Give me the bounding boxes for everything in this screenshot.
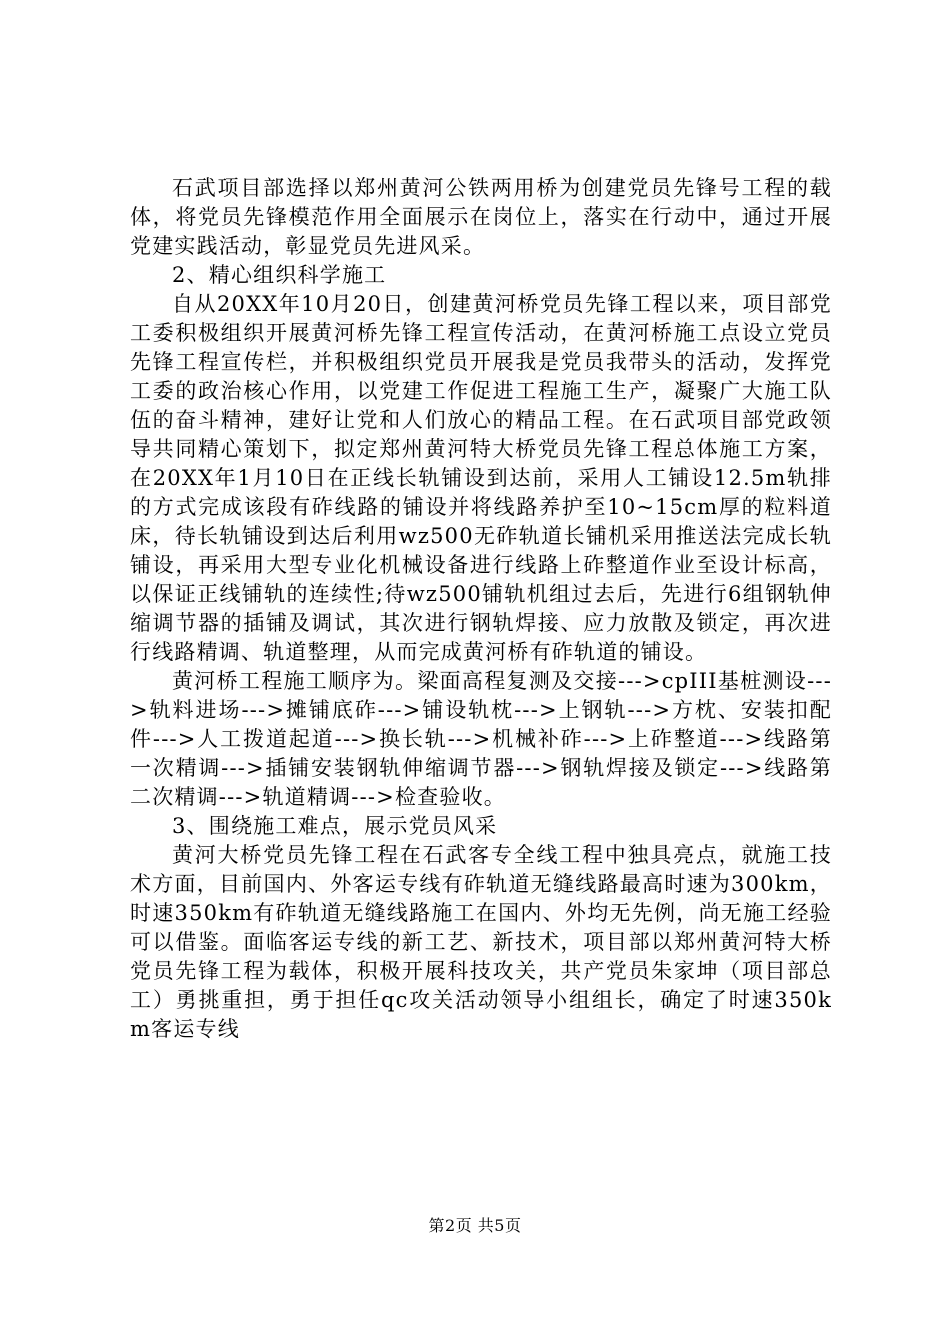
paragraph-construction-plan: 自从20XX年10月20日，创建黄河桥党员先锋工程以来，项目部党工委积极组织开展黄河桥先锋工程宣传活动，在黄河桥施工点设立党员先锋工程宣传栏，并积极组织党员开展我是党员我带头的活动，发挥党工委的政治核心作用，以党建工作促进工程施工生产，凝聚广大施工队伍的奋斗精神，建好让党和人们放心的精品工程。在石武项目部党政领导共同精心策划下，拟定郑州黄河特大桥党员先锋工程总体施工方案，在20XX年1月10日在正线长轨铺设到达前，采用人工铺设12.5m轨排的方式完成该段有砟线路的铺设并将线路养护至10~15cm厚的粒料道床，待长轨铺设到达后利用wz500无砟轨道长铺机采用推送法完成长轨铺设，再采用大型专业化机械设备进行线路上砟整道作业至设计标高，以保证正线铺轨的连续性;待wz500铺轨机组过去后，先进行6组钢轨伸缩调节器的插铺及调试，其次进行钢轨焊接、应力放散及锁定，再次进行线路精调、轨道整理，从而完成黄河桥有砟轨道的铺设。 <box>130 292 832 664</box>
document-body <box>130 174 832 1044</box>
section-heading-2: 2、精心组织科学施工 <box>172 263 387 287</box>
page-number-footer: 第2页 共5页 <box>428 1216 522 1235</box>
section-heading-3: 3、围绕施工难点，展示党员风采 <box>172 814 498 838</box>
paragraph-intro: 石武项目部选择以郑州黄河公铁两用桥为创建党员先锋号工程的载体，将党员先锋模范作用全面展示在岗位上，落实在行动中，通过开展党建实践活动，彰显党员先进风采。 <box>130 176 832 258</box>
paragraph-technical-challenges: 黄河大桥党员先锋工程在石武客专全线工程中独具亮点，就施工技术方面，目前国内、外客运专线有砟轨道无缝线路最高时速为300km，时速350km有砟轨道无缝线路施工在国内、外均无先例，尚无施工经验可以借鉴。面临客运专线的新工艺、新技术，项目部以郑州黄河特大桥党员先锋工程为载体，积极开展科技攻关，共产党员朱家坤（项目部总工）勇挑重担，勇于担任qc攻关活动领导小组组长，确定了时速350km客运专线 <box>130 843 832 1041</box>
paragraph-construction-sequence: 黄河桥工程施工顺序为。梁面高程复测及交接--->cpIII基桩测设--->轨料进场--->摊铺底砟--->铺设轨枕--->上钢轨--->方枕、安装扣配件--->人工拨道起道--->换长轨--->机械补砟--->上砟整道--->线路第一次精调--->插铺安装钢轨伸缩调节器--->钢轨焊接及锁定--->线路第二次精调--->轨道精调--->检查验收。 <box>130 669 832 809</box>
